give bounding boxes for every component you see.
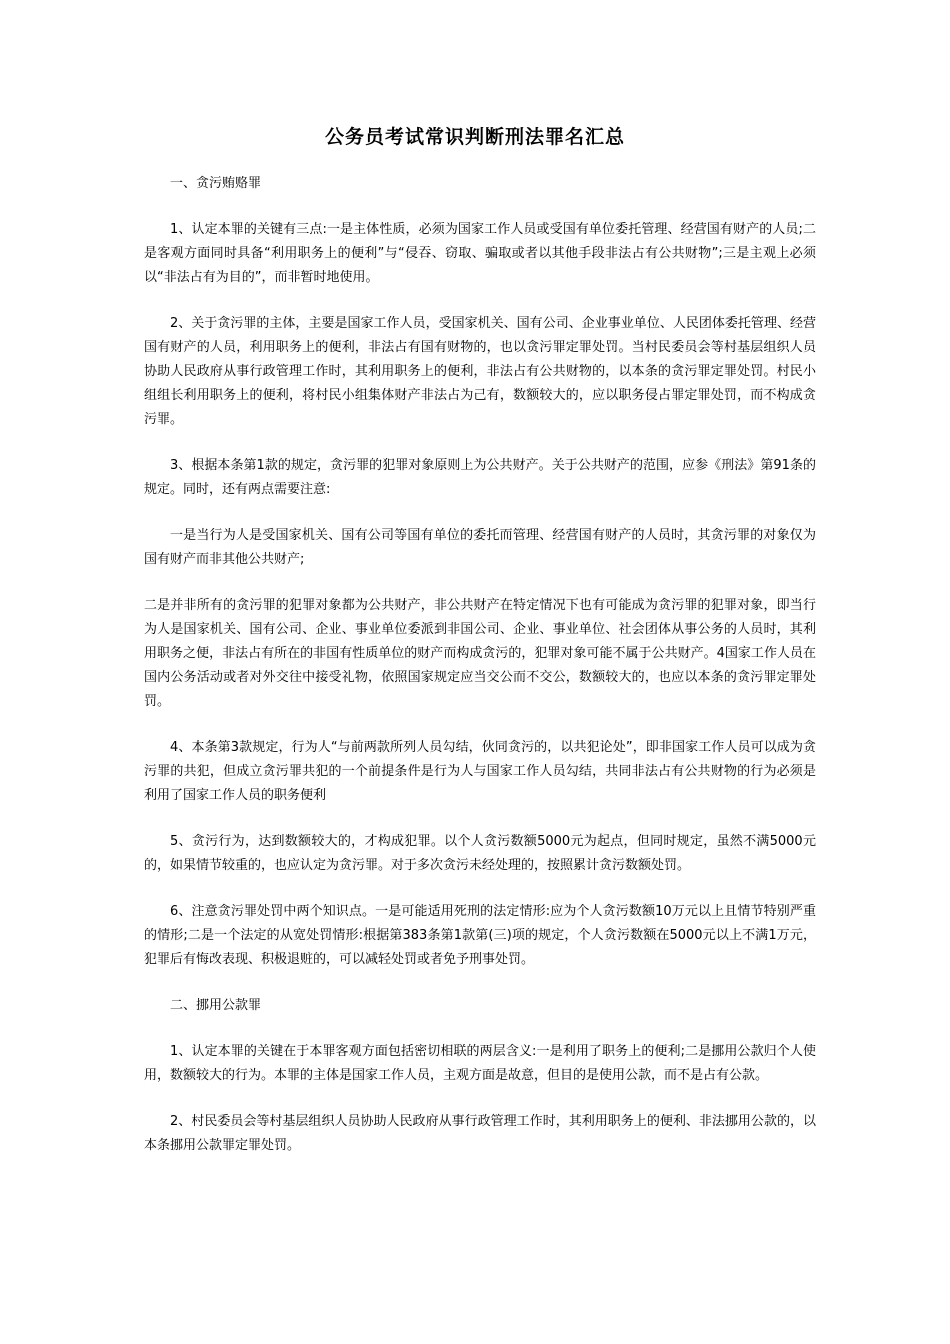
paragraph: 2、关于贪污罪的主体，主要是国家工作人员，受国家机关、国有公司、企业事业单位、人民团体委托管理、经营国有财产的人员，利用职务上的便利，非法占有国有财物的，也以贪污罪定罪处罚。当村民委员会等村基层组织人员协助人民政府从事行政管理工作时，其利用职务上的便利，非法占有公共财物的，以本条的贪污罪定罪处罚。村民小组组长利用职务上的便利，将村民小组集体财产非法占为己有，数额较大的，应以职务侵占罪定罪处罚，而不构成贪污罪。 xyxy=(144,316,816,427)
paragraph: 2、村民委员会等村基层组织人员协助人民政府从事行政管理工作时，其利用职务上的便利、非法挪用公款的，以本条挪用公款罪定罪处罚。 xyxy=(144,1114,816,1153)
document-body xyxy=(144,172,816,1180)
paragraph: 一是当行为人是受国家机关、国有公司等国有单位的委托而管理、经营国有财产的人员时，其贪污罪的对象仅为国有财产而非其他公共财产; xyxy=(144,528,816,567)
paragraph: 6、注意贪污罪处罚中两个知识点。一是可能适用死刑的法定情形:应为个人贪污数额10万元以上且情节特别严重的情形;二是一个法定的从宽处罚情形:根据第383条第1款第(三)项的规定，个人贪污数额在5000元以上不满1万元，犯罪后有悔改表现、积极退赃的，可以减轻处罚或者免予刑事处罚。 xyxy=(144,904,816,967)
paragraph: 3、根据本条第1款的规定，贪污罪的犯罪对象原则上为公共财产。关于公共财产的范围，应参《刑法》第91条的规定。同时，还有两点需要注意: xyxy=(144,458,816,497)
paragraph: 1、认定本罪的关键有三点:一是主体性质，必须为国家工作人员或受国有单位委托管理、经营国有财产的人员;二是客观方面同时具备“利用职务上的便利”与“侵吞、窃取、骗取或者以其他手段非法占有公共财物”;三是主观上必须以“非法占有为目的”，而非暂时地使用。 xyxy=(144,222,816,285)
section-heading: 一、贪污贿赂罪 xyxy=(170,176,262,191)
page-title: 公务员考试常识判断刑法罪名汇总 xyxy=(324,126,625,148)
paragraph: 4、本条第3款规定，行为人“与前两款所列人员勾结，伙同贪污的，以共犯论处”，即非国家工作人员可以成为贪污罪的共犯，但成立贪污罪共犯的一个前提条件是行为人与国家工作人员勾结，共同非法占有公共财物的行为必须是利用了国家工作人员的职务便利 xyxy=(144,740,816,803)
paragraph: 二是并非所有的贪污罪的犯罪对象都为公共财产，非公共财产在特定情况下也有可能成为贪污罪的犯罪对象，即当行为人是国家机关、国有公司、企业、事业单位委派到非国公司、企业、事业单位、社会团体从事公务的人员时，其利用职务之便，非法占有所在的非国有性质单位的财产而构成贪污的，犯罪对象可能不属于公共财产。4国家工作人员在国内公务活动或者对外交往中接受礼物，依照国家规定应当交公而不交公，数额较大的，也应以本条的贪污罪定罪处罚。 xyxy=(144,598,816,709)
section-heading: 二、挪用公款罪 xyxy=(170,998,262,1013)
paragraph: 1、认定本罪的关键在于本罪客观方面包括密切相联的两层含义:一是利用了职务上的便利;二是挪用公款归个人使用，数额较大的行为。本罪的主体是国家工作人员，主观方面是故意，但目的是使用公款，而不是占有公款。 xyxy=(144,1044,816,1083)
paragraph: 5、贪污行为，达到数额较大的，才构成犯罪。以个人贪污数额5000元为起点，但同时规定，虽然不满5000元的，如果情节较重的，也应认定为贪污罪。对于多次贪污未经处理的，按照累计贪污数额处罚。 xyxy=(144,834,816,873)
